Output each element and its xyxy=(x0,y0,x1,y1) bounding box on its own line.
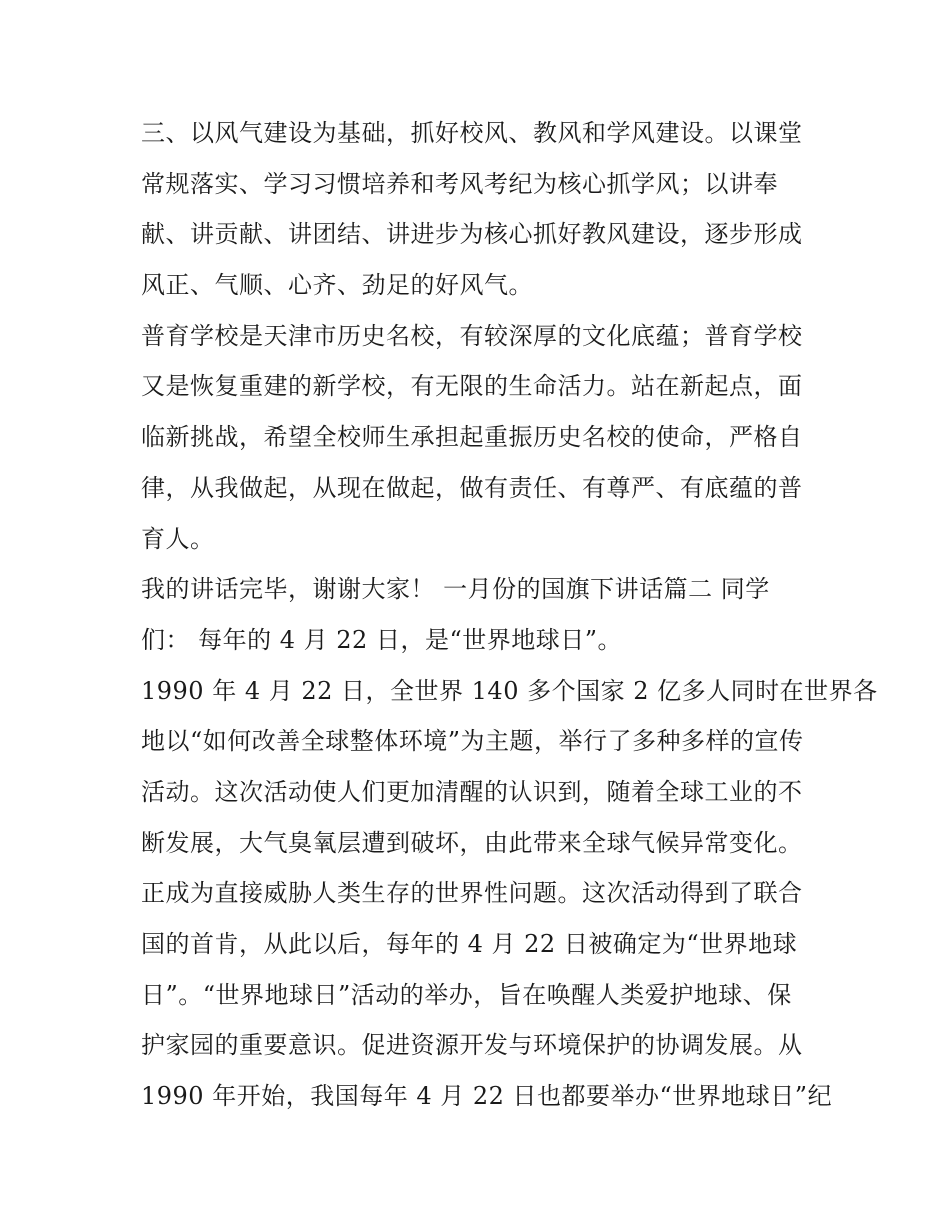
text-line-6: 又是恢复重建的新学校，有无限的生命活力。站在新起点，面 xyxy=(141,372,803,401)
text-line-20: 1990 年开始，我国每年 4 月 22 日也都要举办“世界地球日”纪 xyxy=(141,1082,833,1111)
text-line-15: 断发展，大气臭氧层遭到破坏，由此带来全球气候异常变化。 xyxy=(141,828,803,857)
text-line-2: 常规落实、学习习惯培养和考风考纪为核心抓学风；以讲奉 xyxy=(141,169,778,198)
text-line-12: 1990 年 4 月 22 日，全世界 140 多个国家 2 亿多人同时在世界各 xyxy=(141,676,878,705)
text-line-19: 护家园的重要意识。促进资源开发与环境保护的协调发展。从 xyxy=(141,1031,803,1060)
text-line-9: 育人。 xyxy=(141,524,215,553)
text-line-3: 献、讲贡献、讲团结、讲进步为核心抓好教风建设，逐步形成 xyxy=(141,220,803,249)
text-line-11: 们： 每年的 4 月 22 日，是“世界地球日”。 xyxy=(141,625,622,654)
text-line-7: 临新挑战，希望全校师生承担起重振历史名校的使命，严格自 xyxy=(141,423,803,452)
text-line-10: 我的讲话完毕，谢谢大家！ 一月份的国旗下讲话篇二 同学 xyxy=(141,575,770,604)
text-line-4: 风正、气顺、心齐、劲足的好风气。 xyxy=(141,271,533,300)
text-line-14: 活动。这次活动使人们更加清醒的认识到，随着全球工业的不 xyxy=(141,777,803,806)
text-line-1: 三、以风气建设为基础，抓好校风、教风和学风建设。以课堂 xyxy=(141,119,803,147)
text-line-16: 正成为直接威胁人类生存的世界性问题。这次活动得到了联合 xyxy=(141,879,803,908)
text-line-5: 普育学校是天津市历史名校，有较深厚的文化底蕴；普育学校 xyxy=(141,321,803,350)
document-body xyxy=(141,108,878,1122)
text-line-17: 国的首肯，从此以后，每年的 4 月 22 日被确定为“世界地球 xyxy=(141,930,798,958)
text-line-18: 日”。“世界地球日”活动的举办，旨在唤醒人类爱护地球、保 xyxy=(141,980,792,1009)
text-line-8: 律，从我做起，从现在做起，做有责任、有尊严、有底蕴的普 xyxy=(141,473,803,502)
text-line-13: 地以“如何改善全球整体环境”为主题，举行了多种多样的宣传 xyxy=(141,727,804,756)
